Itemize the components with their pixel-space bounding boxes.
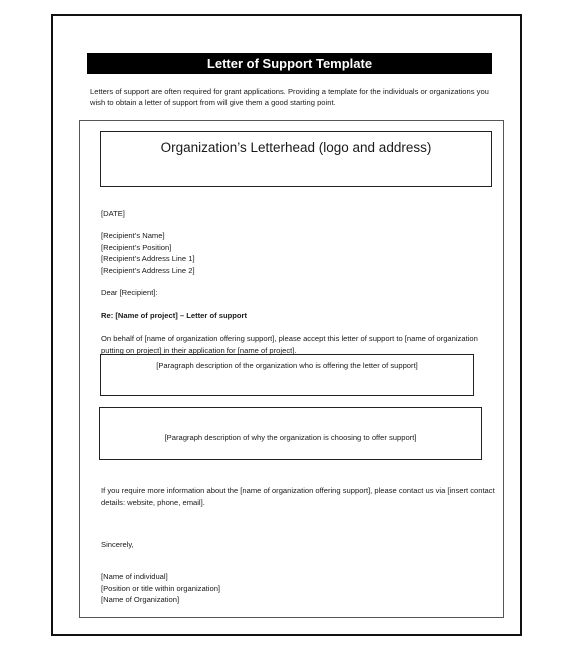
signature-position: [Position or title within organization] <box>101 583 221 593</box>
closing: Sincerely, <box>101 540 134 549</box>
body-paragraph-1: On behalf of [name of organization offering support], please accept this letter of support to [name of organization putting on project] in their application for [name of project]. <box>101 334 478 355</box>
intro-paragraph: Letters of support are often required for grant applications. Providing a template for the individuals or organizations you wish to obtain a letter of support from will give them a good starting point. <box>90 87 489 107</box>
subject-line: Re: [Name of project] – Letter of support <box>101 311 247 320</box>
recipient-address-line-2: [Recipient’s Address Line 2] <box>101 265 195 275</box>
recipient-position: [Recipient’s Position] <box>101 242 172 252</box>
salutation: Dear [Recipient]: <box>101 288 158 297</box>
document-page <box>51 14 522 636</box>
body-paragraph-2: If you require more information about the [name of organization offering support], please contact us via [insert contact details: website, phone, email]. <box>101 486 495 507</box>
signature-name: [Name of individual] <box>101 572 168 581</box>
date-placeholder: [DATE] <box>101 209 125 218</box>
recipient-address-line-1: [Recipient’s Address Line 1] <box>101 254 195 263</box>
recipient-name: [Recipient’s Name] <box>101 231 165 240</box>
letterhead-box: Organization’s Letterhead (logo and address) <box>100 131 492 187</box>
organization-description-box: [Paragraph description of the organization who is offering the letter of support] <box>100 354 474 396</box>
signature-organization: [Name of Organization] <box>101 595 180 604</box>
support-reason-box: [Paragraph description of why the organization is choosing to offer support] <box>99 407 482 460</box>
document-title: Letter of Support Template <box>87 53 492 74</box>
letter-template-frame <box>79 120 504 618</box>
